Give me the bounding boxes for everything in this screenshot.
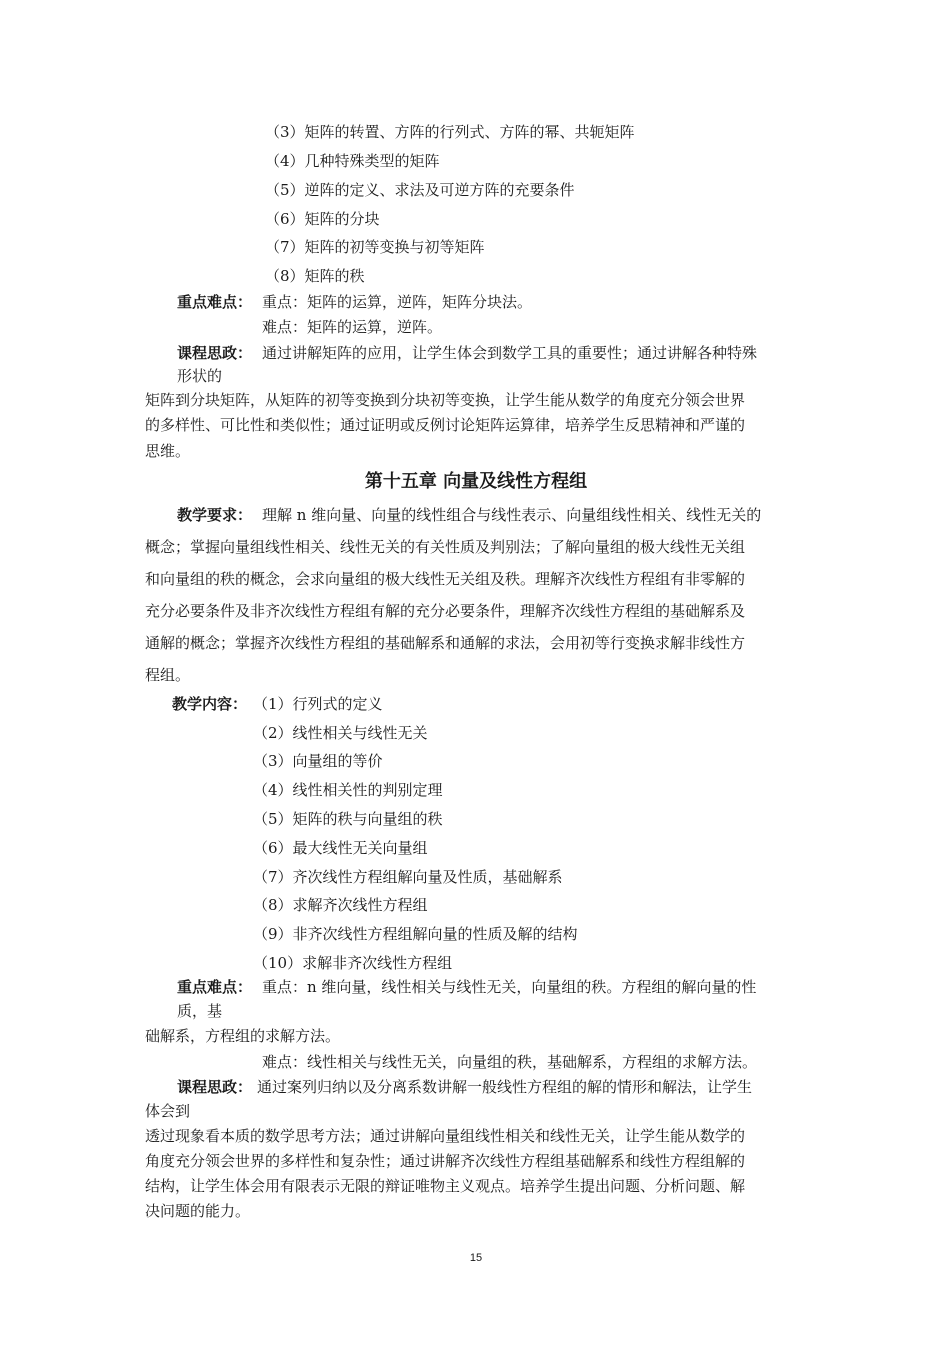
page-number: 15	[469, 1252, 483, 1264]
list-item: （6）最大线性无关向量组	[253, 839, 428, 857]
ideology-line: 通过讲解矩阵的应用，让学生体会到数学工具的重要性；通过讲解各种特殊	[262, 344, 758, 362]
difficult-points-text: 难点：线性相关与线性无关，向量组的秩，基础解系，方程组的求解方法。	[262, 1053, 758, 1071]
key-points-text: 重点：矩阵的运算，逆阵，矩阵分块法。	[262, 293, 533, 311]
list-item: （3）向量组的等价	[253, 752, 383, 770]
key-points-label: 重点难点：	[177, 293, 253, 311]
list-item: （10）求解非齐次线性方程组	[253, 954, 453, 972]
ideology-label: 课程思政：	[177, 344, 253, 362]
ideology-line: 透过现象看本质的数学思考方法；通过讲解向量组线性相关和线性无关，让学生能从数学的	[145, 1127, 746, 1145]
ideology-line: 矩阵到分块矩阵，从矩阵的初等变换到分块初等变换，让学生能从数学的角度充分领会世界	[145, 391, 746, 409]
ideology-line: 角度充分领会世界的多样性和复杂性；通过讲解齐次线性方程组基础解系和线性方程组解的	[145, 1152, 746, 1170]
requirements-line: 程组。	[145, 666, 191, 684]
content-label: 教学内容：	[172, 695, 248, 713]
ideology-line: 体会到	[145, 1102, 191, 1120]
requirements-label: 教学要求：	[177, 506, 253, 524]
list-item: （9）非齐次线性方程组解向量的性质及解的结构	[253, 925, 578, 943]
list-item: （4）线性相关性的判别定理	[253, 781, 443, 799]
ideology-line: 结构，让学生体会用有限表示无限的辩证唯物主义观点。培养学生提出问题、分析问题、解	[145, 1177, 746, 1195]
list-item: （2）线性相关与线性无关	[253, 724, 428, 742]
key-points-label: 重点难点：	[177, 978, 253, 996]
requirements-line: 和向量组的秩的概念，会求向量组的极大线性无关组及秩。理解齐次线性方程组有非零解的	[145, 570, 746, 588]
list-item: （7）齐次线性方程组解向量及性质，基础解系	[253, 868, 563, 886]
requirements-line: 概念；掌握向量组线性相关、线性无关的有关性质及判别法；了解向量组的极大线性无关组	[145, 538, 746, 556]
list-item: （6）矩阵的分块	[265, 210, 380, 228]
list-item: （8）矩阵的秩	[265, 267, 365, 285]
ideology-line: 思维。	[145, 442, 191, 460]
list-item: （4）几种特殊类型的矩阵	[265, 152, 440, 170]
key-points-line: 重点：n 维向量，线性相关与线性无关，向量组的秩。方程组的解向量的性	[262, 978, 757, 996]
key-points-line: 础解系，方程组的求解方法。	[145, 1027, 341, 1045]
list-item: （5）逆阵的定义、求法及可逆方阵的充要条件	[265, 181, 575, 199]
list-item: （5）矩阵的秩与向量组的秩	[253, 810, 443, 828]
list-item: （8）求解齐次线性方程组	[253, 896, 428, 914]
ideology-label: 课程思政：	[177, 1078, 253, 1096]
difficult-points-text: 难点：矩阵的运算，逆阵。	[262, 318, 443, 336]
list-item: （1）行列式的定义	[253, 695, 383, 713]
ideology-line: 决问题的能力。	[145, 1202, 251, 1220]
ideology-line: 形状的	[177, 367, 223, 385]
requirements-line: 充分必要条件及非齐次线性方程组有解的充分必要条件，理解齐次线性方程组的基础解系及	[145, 602, 746, 620]
list-item: （7）矩阵的初等变换与初等矩阵	[265, 238, 485, 256]
ideology-line: 通过案列归纳以及分离系数讲解一般线性方程组的解的情形和解法，让学生	[257, 1078, 753, 1096]
requirements-line: 理解 n 维向量、向量的线性组合与线性表示、向量组线性相关、线性无关的	[262, 506, 762, 524]
list-item: （3）矩阵的转置、方阵的行列式、方阵的幂、共轭矩阵	[265, 123, 635, 141]
requirements-line: 通解的概念；掌握齐次线性方程组的基础解系和通解的求法，会用初等行变换求解非线性方	[145, 634, 746, 652]
ideology-line: 的多样性、可比性和类似性；通过证明或反例讨论矩阵运算律，培养学生反思精神和严谨的	[145, 416, 746, 434]
chapter-title: 第十五章 向量及线性方程组	[364, 471, 588, 492]
key-points-line: 质，基	[177, 1002, 223, 1020]
